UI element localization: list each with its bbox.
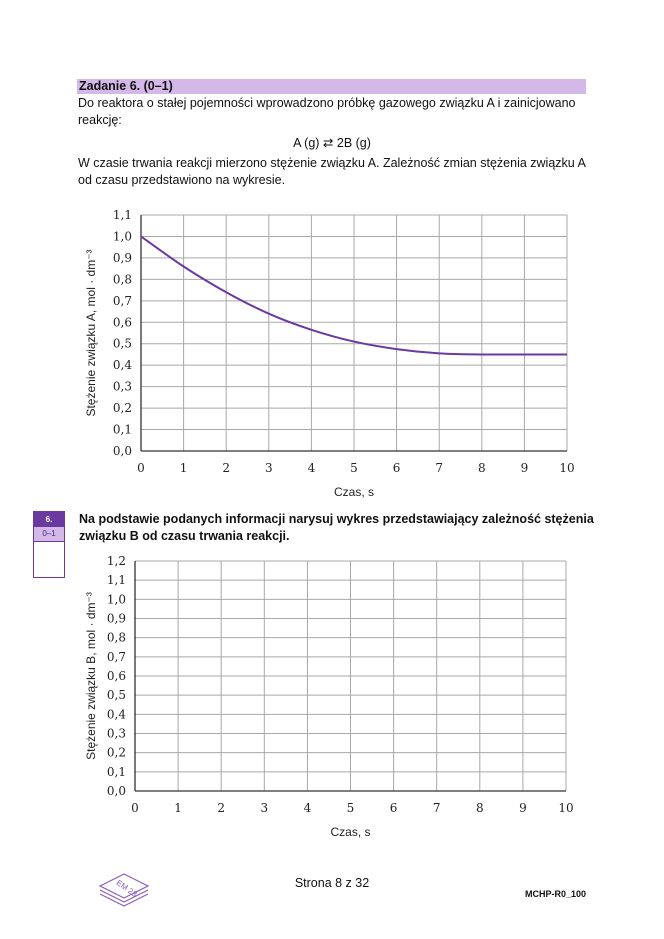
y-tick-label: 0,0 — [112, 444, 132, 458]
x-tick-label: 0 — [131, 801, 139, 815]
y-tick-label: 0,1 — [106, 764, 126, 779]
y-tick-label: 0,6 — [106, 669, 126, 683]
x-tick-label: 1 — [174, 801, 182, 815]
y-tick-label: 0,6 — [112, 315, 132, 330]
x-axis-label: Czas, s — [330, 825, 371, 839]
y-tick-label: 1,0 — [106, 592, 126, 607]
y-axis-label: Stężenie związku B, mol · dm⁻³ — [84, 592, 98, 760]
y-tick-label: 1,1 — [106, 573, 126, 588]
y-tick-label: 0,2 — [112, 401, 132, 416]
x-tick-label: 3 — [264, 461, 273, 475]
x-tick-label: 9 — [519, 801, 527, 815]
y-tick-label: 0,8 — [112, 272, 132, 287]
task-question: Na podstawie podanych informacji narysuj wykres przedstawiający zależność stężenia związku B od czasu trwania reakcji. — [79, 512, 594, 543]
y-tick-label: 0,9 — [112, 250, 132, 265]
reaction-equation: A (g) ⇄ 2B (g) — [293, 136, 371, 150]
logo-icon — [96, 868, 152, 912]
y-tick-label: 0,1 — [112, 422, 132, 437]
x-tick-label: 3 — [260, 801, 269, 815]
task-description: W czasie trwania reakcji mierzono stężenie związku A. Zależność zmian stężenia związku A od czasu przedstawiono na wykresie. — [78, 156, 586, 187]
chart-concentration-b-blank[interactable] — [0, 545, 664, 840]
x-tick-label: 4 — [307, 461, 316, 475]
x-tick-label: 10 — [558, 801, 574, 815]
page-number: Strona 8 z 32 — [294, 876, 370, 890]
x-tick-label: 10 — [559, 461, 575, 475]
task-number: 6. — [34, 512, 64, 527]
y-tick-label: 0,4 — [106, 707, 126, 722]
y-tick-label: 0,3 — [106, 726, 126, 741]
x-tick-label: 0 — [137, 461, 145, 475]
y-tick-label: 1,1 — [112, 208, 132, 222]
y-axis-label: Stężenie związku A, mol · dm⁻³ — [84, 249, 98, 417]
x-tick-label: 5 — [346, 801, 355, 815]
x-tick-label: 2 — [217, 801, 226, 815]
y-tick-label: 0,7 — [112, 293, 132, 308]
task-header: Zadanie 6. (0–1) — [77, 79, 586, 94]
x-tick-label: 5 — [350, 461, 358, 475]
x-tick-label: 6 — [392, 461, 401, 475]
y-tick-label: 0,5 — [106, 688, 126, 703]
y-tick-label: 0,8 — [106, 630, 126, 645]
chart-concentration-a — [0, 195, 664, 505]
y-tick-label: 0,3 — [112, 379, 132, 394]
svg-text:EM 23: EM 23 — [114, 878, 139, 899]
y-tick-label: 0,4 — [112, 358, 132, 373]
x-tick-label: 2 — [222, 461, 231, 475]
y-tick-label: 1,2 — [106, 554, 126, 568]
x-tick-label: 7 — [435, 461, 444, 475]
task-intro: Do reaktora o stałej pojemności wprowadzono próbkę gazowego związku A i zainicjowano reakcję: — [78, 96, 576, 127]
x-tick-label: 7 — [432, 801, 441, 815]
task-points: 0–1 — [34, 527, 64, 542]
x-tick-label: 9 — [520, 461, 529, 475]
x-tick-label: 8 — [475, 801, 484, 815]
y-tick-label: 1,0 — [112, 229, 132, 244]
x-tick-label: 1 — [179, 461, 188, 475]
y-tick-label: 0,5 — [112, 336, 132, 351]
x-tick-label: 6 — [389, 801, 398, 815]
y-tick-label: 0,2 — [106, 745, 126, 760]
y-tick-label: 0,0 — [106, 784, 126, 798]
x-axis-label: Czas, s — [333, 485, 375, 499]
x-tick-label: 8 — [477, 461, 486, 475]
y-tick-label: 0,7 — [106, 649, 126, 664]
y-tick-label: 0,9 — [106, 611, 126, 626]
x-tick-label: 4 — [303, 801, 312, 815]
exam-code: MCHP-R0_100 — [524, 889, 586, 899]
